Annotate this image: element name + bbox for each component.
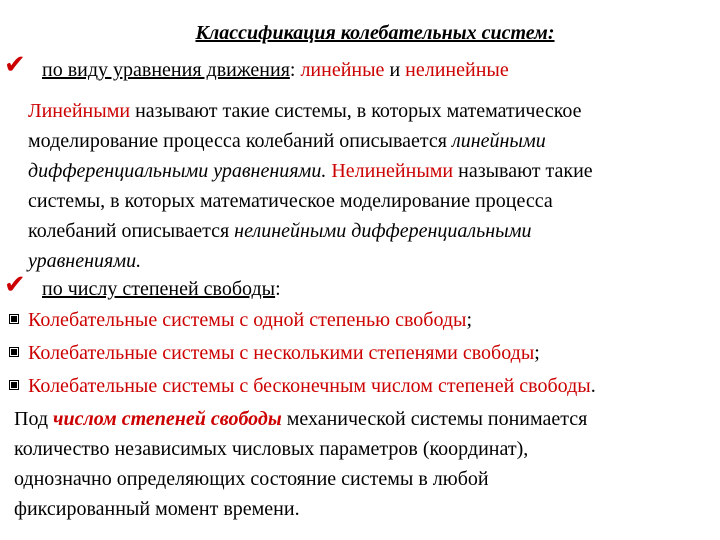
degrees-of-freedom-definition — [14, 404, 714, 524]
paragraph-text: колебаний описывается — [28, 220, 235, 242]
slide-title: Классификация колебательных систем: — [195, 22, 555, 44]
square-bullet-icon — [9, 314, 19, 324]
list-item — [28, 341, 540, 365]
option-nonlinear: нелинейные — [405, 59, 509, 81]
term-nonlinear: Нелинейными — [331, 160, 454, 182]
paragraph-line — [28, 156, 712, 186]
criterion-colon: : — [289, 59, 296, 81]
definition-line: фиксированный момент времени. — [14, 498, 300, 520]
definition-text: Под — [14, 408, 54, 430]
list-item — [28, 308, 472, 332]
paragraph-line — [28, 216, 712, 246]
linear-definition-paragraph — [28, 96, 712, 276]
criterion-degrees-of-freedom — [42, 277, 281, 301]
paragraph-text: называют такие системы, в которых математическое — [130, 100, 582, 122]
list-item-punct: ; — [534, 342, 540, 364]
definition-line: количество независимых числовых параметров (координат), — [14, 438, 529, 460]
square-bullet-icon — [9, 347, 19, 357]
criterion-label: по виду уравнения движения — [42, 59, 290, 81]
list-item-punct: . — [590, 375, 596, 397]
criterion-label: по числу степеней свободы — [42, 278, 276, 300]
definition-text: механической системы понимается — [281, 408, 588, 430]
list-item-text: Колебательные системы с несколькими степенями свободы — [28, 342, 535, 364]
paragraph-line: уравнениями. — [28, 250, 142, 272]
list-item — [28, 374, 596, 398]
paragraph-text: называют такие — [453, 160, 593, 182]
paragraph-text: моделирование процесса колебаний описывается — [28, 130, 452, 152]
paragraph-line — [28, 126, 712, 156]
definition-line: однозначно определяющих состояние системы в любой — [14, 468, 489, 490]
checkmark-icon: ✔ — [4, 50, 26, 79]
list-item-punct: ; — [466, 309, 473, 331]
conjunction: и — [389, 59, 401, 81]
paragraph-italic: нелинейными дифференциальными — [234, 220, 532, 242]
paragraph-line: системы, в которых математическое моделирование процесса — [28, 190, 553, 212]
option-linear: линейные — [300, 59, 385, 81]
square-bullet-icon — [9, 380, 19, 390]
term-degrees-of-freedom: числом степеней свободы — [53, 408, 282, 430]
paragraph-italic: линейными — [451, 130, 546, 152]
paragraph-line — [28, 96, 712, 126]
criterion-equation-of-motion — [42, 58, 509, 82]
list-item-text: Колебательные системы с одной степенью свободы — [28, 309, 467, 331]
list-item-text: Колебательные системы с бесконечным числом степеней свободы — [28, 375, 591, 397]
criterion-colon: : — [275, 278, 281, 300]
definition-line — [14, 404, 714, 434]
term-linear: Линейными — [28, 100, 131, 122]
checkmark-icon: ✔ — [4, 270, 26, 299]
paragraph-italic: дифференциальными уравнениями. — [28, 160, 327, 182]
